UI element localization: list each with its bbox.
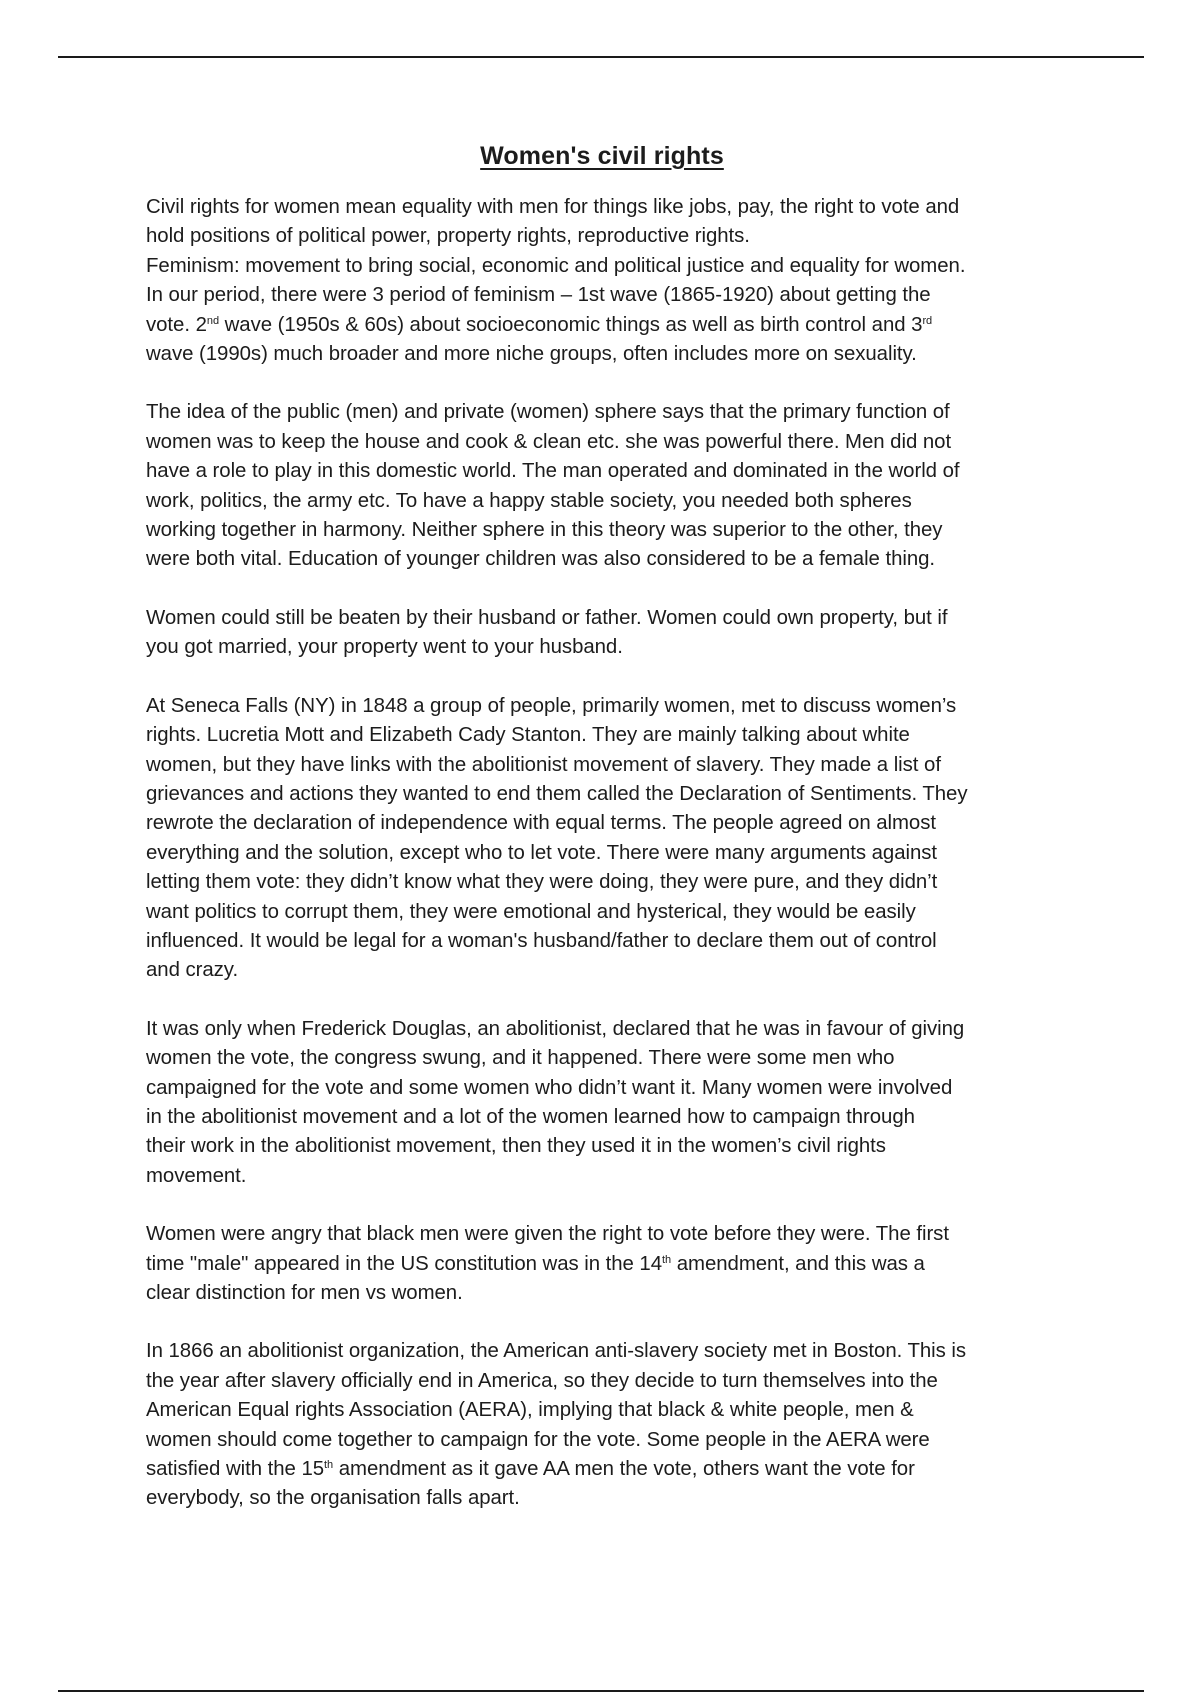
text-line (146, 1220, 1058, 1249)
text-run: clear distinction for men vs women. (146, 1282, 463, 1304)
text-run: in the abolitionist movement and a lot of the women learned how to campaign through (146, 1105, 915, 1128)
text-run: everybody, so the organisation falls apart. (146, 1487, 520, 1510)
paragraph (146, 1015, 1058, 1191)
ordinal-superscript: nd (206, 314, 220, 327)
text-line (146, 516, 1058, 545)
document-title: Women's civil rights (480, 142, 724, 170)
text-line (146, 604, 1058, 633)
text-run: their work in the abolitionist movement, then they used it in the women’s civil rights (146, 1135, 886, 1158)
text-run: wave (1950s & 60s) about socioeconomic things as well as birth control and 3 (219, 313, 923, 336)
paragraph (146, 398, 1058, 574)
text-run: were both vital. Education of younger children was also considered to be a female thing. (146, 548, 936, 571)
text-run: women should come together to campaign for the vote. Some people in the AERA were (146, 1428, 930, 1451)
text-run: movement. (146, 1164, 247, 1187)
footer-rule (58, 1690, 1144, 1692)
text-line (146, 780, 1058, 809)
text-run: wave (1990s) much broader and more niche groups, often includes more on sexuality. (146, 343, 917, 366)
header-rule (58, 56, 1144, 58)
text-line (146, 1279, 1058, 1308)
paragraph (146, 692, 1058, 986)
text-run: women, but they have links with the abolitionist movement of slavery. They made a list of (146, 753, 941, 776)
text-run: influenced. It would be legal for a woman's husband/father to declare them out of control (146, 929, 937, 952)
text-line (146, 1103, 1058, 1132)
text-run: Civil rights for women mean equality with men for things like jobs, pay, the right to vote and (146, 196, 960, 218)
text-line (146, 721, 1058, 750)
text-line (146, 1015, 1058, 1044)
text-run: At Seneca Falls (NY) in 1848 a group of people, primarily women, met to discuss women’s (146, 694, 957, 717)
text-line (146, 1074, 1058, 1103)
text-line (146, 956, 1058, 985)
text-line (146, 311, 1058, 340)
ordinal-superscript: th (324, 1459, 334, 1472)
text-run: hold positions of political power, property rights, reproductive rights. (146, 225, 750, 248)
text-run: American Equal rights Association (AERA), implying that black & white people, men & (146, 1399, 914, 1422)
text-run: In 1866 an abolitionist organization, the American anti-slavery society met in Boston. This is (146, 1340, 967, 1363)
text-line (146, 1250, 1058, 1279)
text-line (146, 898, 1058, 927)
text-line (146, 252, 1058, 281)
text-run: letting them vote: they didn’t know what they were doing, they were pure, and they didn’t (146, 871, 938, 894)
text-run: women was to keep the house and cook & clean etc. she was powerful there. Men did not (146, 430, 952, 453)
text-line (146, 457, 1058, 486)
ordinal-superscript: rd (922, 314, 933, 327)
text-line (146, 1044, 1058, 1073)
paragraph-container (146, 193, 1058, 1514)
paragraph (146, 193, 1058, 369)
text-line (146, 692, 1058, 721)
text-line (146, 633, 1058, 662)
ordinal-superscript: th (662, 1253, 672, 1266)
document-body (146, 142, 1058, 1543)
text-run: The idea of the public (men) and private (women) sphere says that the primary function of (146, 401, 950, 424)
text-line (146, 809, 1058, 838)
text-run: Women could still be beaten by their husband or father. Women could own property, but if (146, 606, 948, 629)
text-run: It was only when Frederick Douglas, an abolitionist, declared that he was in favour of giving (146, 1017, 965, 1040)
text-line (146, 839, 1058, 868)
text-line (146, 868, 1058, 897)
text-run: you got married, your property went to your husband. (146, 636, 623, 659)
text-run: In our period, there were 3 period of feminism – 1st wave (1865-1920) about getting the (146, 284, 931, 307)
text-line (146, 751, 1058, 780)
text-line (146, 281, 1058, 310)
text-line (146, 545, 1058, 574)
text-line (146, 1455, 1058, 1484)
text-run: and crazy. (146, 959, 239, 982)
text-line (146, 1426, 1058, 1455)
paragraph (146, 1220, 1058, 1308)
text-run: vote. 2 (146, 313, 207, 336)
text-run: work, politics, the army etc. To have a happy stable society, you needed both spheres (146, 489, 912, 512)
text-line (146, 1132, 1058, 1161)
text-run: Women were angry that black men were given the right to vote before they were. The first (146, 1223, 949, 1246)
text-run: working together in harmony. Neither sphere in this theory was superior to the other, they (146, 519, 943, 542)
text-line (146, 193, 1058, 222)
text-run: grievances and actions they wanted to end them called the Declaration of Sentiments. They (146, 782, 968, 805)
paragraph (146, 1337, 1058, 1513)
text-run: time "male" appeared in the US constitution was in the 14 (146, 1252, 663, 1275)
text-line (146, 487, 1058, 516)
text-line (146, 428, 1058, 457)
text-line (146, 1162, 1058, 1191)
text-line (146, 1396, 1058, 1425)
text-line (146, 927, 1058, 956)
text-run: satisfied with the 15 (146, 1458, 325, 1481)
text-run: women the vote, the congress swung, and it happened. There were some men who (146, 1047, 895, 1070)
text-line (146, 1367, 1058, 1396)
paragraph (146, 604, 1058, 663)
text-run: everything and the solution, except who to let vote. There were many arguments against (146, 841, 938, 864)
text-line (146, 1484, 1058, 1513)
text-run: have a role to play in this domestic world. The man operated and dominated in the world of (146, 460, 960, 483)
text-run: the year after slavery officially end in America, so they decide to turn themselves into the (146, 1369, 938, 1392)
text-run: rewrote the declaration of independence with equal terms. The people agreed on almost (146, 812, 936, 835)
text-run: Feminism: movement to bring social, economic and political justice and equality for women. (146, 254, 966, 277)
text-line (146, 340, 1058, 369)
text-line (146, 222, 1058, 251)
text-line (146, 1337, 1058, 1366)
text-line (146, 398, 1058, 427)
text-run: campaigned for the vote and some women who didn’t want it. Many women were involved (146, 1076, 953, 1099)
text-run: amendment as it gave AA men the vote, others want the vote for (333, 1458, 915, 1481)
text-run: amendment, and this was a (671, 1252, 925, 1275)
text-run: rights. Lucretia Mott and Elizabeth Cady Stanton. They are mainly talking about white (146, 724, 910, 747)
text-run: want politics to corrupt them, they were emotional and hysterical, they would be easily (146, 900, 916, 923)
